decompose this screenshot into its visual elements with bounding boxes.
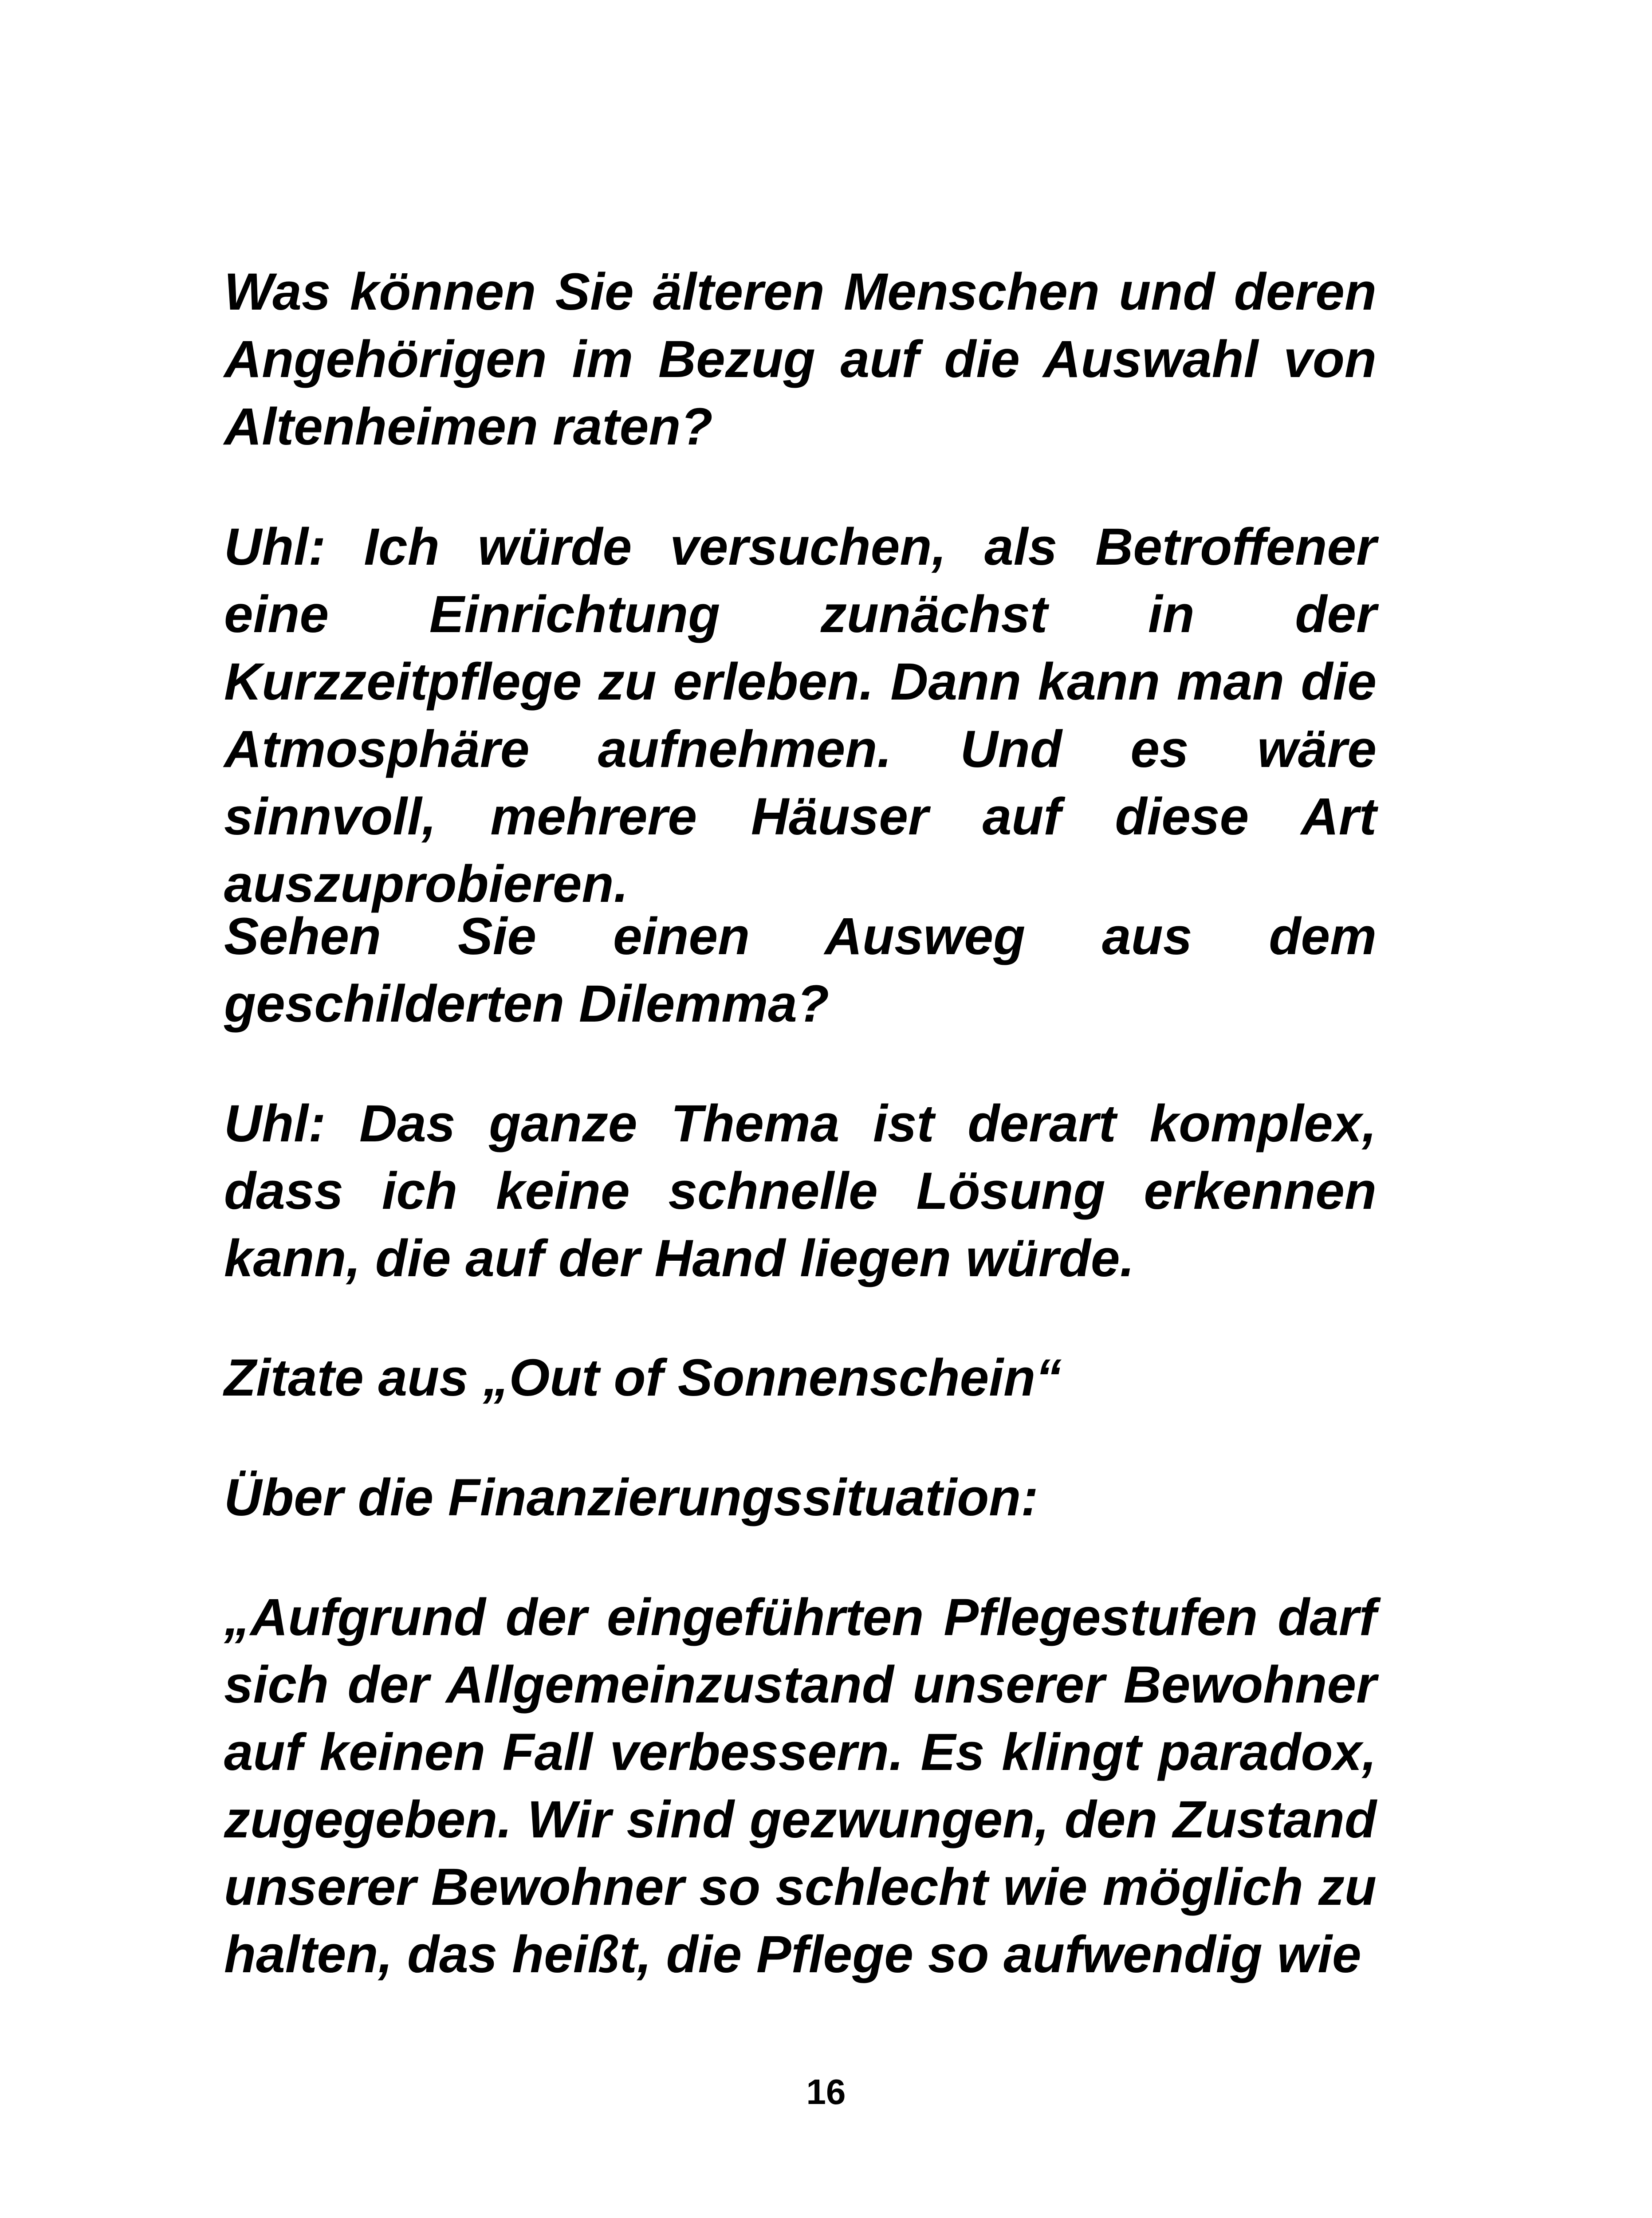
page-number: 16 [806, 2072, 846, 2112]
answer-paragraph-2: Uhl: Das ganze Thema ist derart komplex, dass ich keine schnelle Lösung erkennen kann, die auf der Hand liegen würde. [224, 1094, 1377, 1288]
quote-paragraph: „Aufgrund der eingeführten Pflegestufen darf sich der Allgemeinzustand unserer Bewohner auf keinen Fall verbessern. Es klingt paradox, zugegeben. Wir sind gezwungen, den Zustand unserer Bewohner so schlecht wie möglich zu halten, das heißt, die Pflege so aufwendig wie [224, 1588, 1377, 1984]
section-heading: Zitate aus „Out of Sonnenschein“ [224, 1349, 1062, 1407]
question-paragraph-1: Was können Sie älteren Menschen und deren Angehörigen im Bezug auf die Auswahl von Altenheimen raten? [224, 263, 1377, 456]
question-paragraph-2: Sehen Sie einen Ausweg aus dem geschilderten Dilemma? [224, 907, 1377, 1033]
subsection-heading: Über die Finanzierungssituation: [224, 1468, 1038, 1527]
answer-paragraph-1: Uhl: Ich würde versuchen, als Betroffener eine Einrichtung zunächst in der Kurzzeitpflege zu erleben. Dann kann man die Atmosphäre aufnehmen. Und es wäre sinnvoll, mehrere Häuser auf diese Art auszuprobieren. [224, 518, 1377, 913]
